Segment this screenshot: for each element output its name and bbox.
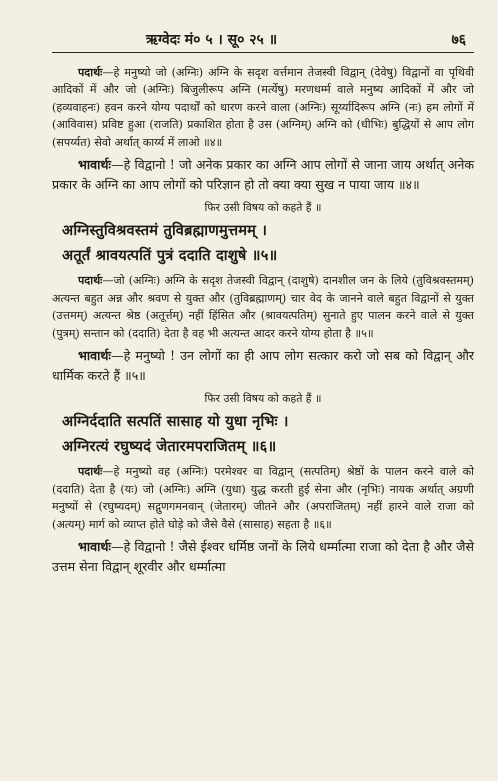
section-intro: फिर उसी विषय को कहते हैं ॥ — [204, 392, 322, 406]
bhavartha-text: —हे मनुष्यो ! उन लोगों का ही आप लोग सत्कार करो जो सब को विद्वान् और धार्मिक करते हैं ॥५॥ — [52, 348, 474, 384]
padartha-paragraph — [52, 272, 474, 342]
padartha-text: —जो (अग्निः) अग्नि के सदृश तेजस्वी विद्वान् (दाशुषे) दानशील जन के लिये (तुविश्रवस्तमम्) अत्यन्त बहुत अन्न और श्रवण से युक्त और (तुविब्रह्माणम्) चार वेद के जानने वाले बहुत विद्वानों से युक्त (उत्तमम्) अत्यन्त श्रेष्ठ (अतूर्त्तम्) नहीं हिंसित और (श्रावयत्पतिम्) सुनाते हुए पालन करने वाले से युक्त (पुत्रम्) सन्तान को (ददाति) देता है वह भी अत्यन्त आदर करने योग्य होता है ॥५॥ — [52, 274, 474, 340]
mantra-line: अतूर्तं श्रावयत्पतिं पुत्रं ददाति दाशुषे ॥५॥ — [62, 247, 278, 265]
bhavartha-paragraph — [52, 537, 474, 577]
section-intro: फिर उसी विषय को कहते हैं ॥ — [204, 201, 322, 215]
padartha-text: —हे मनुष्यो जो (अग्निः) अग्नि के सदृश वर्त्तमान तेजस्वी विद्वान् (देवेषु) विद्वानों वा पृथिवी आदिकों में और जो (अग्निः) बिजुलीरूप अग्नि (मर्त्येषु) मरणधर्म्म वाले मनुष्य आदिकों में और जो (हव्यवाहनः) हवन करने योग्य पदार्थों को धारण करने वाला (अग्निः) सूर्य्यादिरूप अग्नि (नः) हम लोगों में (आविवास) प्रविष्ट हुआ (राजति) प्रकाशित होता है उस (अग्निम्) अग्नि को (धीभिः) बुद्धियों से आप लोग (सपर्य्यत) सेवो अर्थात् कार्य्य में लाओ ॥४॥ — [52, 66, 474, 149]
page-number: ७६ — [451, 32, 466, 48]
bhavartha-text: —हे विद्वानो ! जो अनेक प्रकार का अग्नि आप लोगों से जाना जाय अर्थात् अनेक प्रकार के अग्नि का आप लोगों को परिज्ञान हो तो क्या क्या सुख न पाया जाय ॥४॥ — [52, 157, 474, 193]
padartha-text: —हे मनुष्यो वह (अग्निः) परमेश्वर वा विद्वान् (सत्पतिम्) श्रेष्ठों के पालन करने वाले को (ददाति) देता है (यः) जो (अग्निः) अग्नि (युधा) युद्ध करती हुई सेना और (नृभिः) नायक अर्थात् अग्रणी मनुष्यों से (रघुष्यदम्) सद्गुणगमनवान् (जेतारम्) जीतने और (अपराजितम्) नहीं हारने वाले राजा को (अत्यम्) मार्ग को व्याप्त होते घोड़े को जैसे वैसे (सासाह) सहता है ॥६॥ — [52, 465, 474, 531]
mantra-line: अग्निरत्यं रघुष्यदं जेतारमपराजितम् ॥६॥ — [62, 438, 277, 456]
mantra-line: अग्निर्ददाति सत्पतिं सासाह यो युधा नृभिः । — [62, 413, 289, 431]
bhavartha-label: भावार्थः — [78, 348, 111, 364]
header-title: ऋग्वेदः मं० ५ । सू० २५ ॥ — [146, 32, 278, 48]
mantra-line: अग्निस्तुविश्रवस्तमं तुविब्रह्माणमुत्तमम् । — [62, 222, 268, 240]
page-body — [52, 64, 474, 578]
bhavartha-label: भावार्थः — [78, 539, 111, 555]
padartha-label: पदार्थः — [78, 274, 103, 288]
padartha-label: पदार्थः — [78, 465, 103, 479]
header-rule — [52, 52, 474, 53]
bhavartha-paragraph — [52, 346, 474, 386]
bhavartha-label: भावार्थः — [78, 157, 111, 173]
bhavartha-text: —हे विद्वानो ! जैसे ईश्वर धर्मिष्ठ जनों के लिये धर्म्मात्मा राजा को देता है और जैसे उत्तम सेना विद्वान् शूरवीर और धर्म्मात्मा — [52, 539, 474, 575]
padartha-paragraph — [52, 64, 474, 151]
running-header — [42, 30, 466, 50]
padartha-label: पदार्थः — [78, 66, 103, 79]
bhavartha-paragraph — [52, 155, 474, 195]
padartha-paragraph — [52, 463, 474, 533]
